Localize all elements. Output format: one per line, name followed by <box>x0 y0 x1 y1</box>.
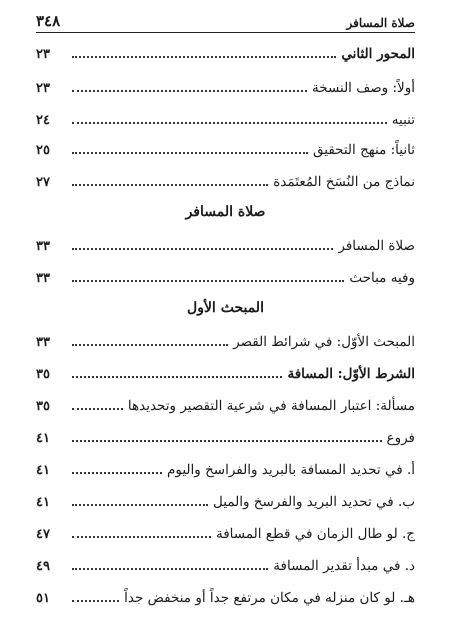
toc-entry <box>36 170 415 190</box>
toc-entry <box>36 426 415 446</box>
toc-entry-label: أولاً: وصف النسخة <box>312 80 415 96</box>
toc-entry <box>36 490 415 510</box>
leader-dots <box>72 376 282 378</box>
toc-entry-label: تنبيه <box>391 112 415 128</box>
toc-entry <box>36 138 415 158</box>
toc-entry-label: د. في مبدأ تقدير المسافة <box>273 558 415 574</box>
toc-entry <box>36 42 415 62</box>
toc-entry <box>36 554 415 574</box>
toc-entry-page: ٤٧ <box>36 527 50 542</box>
toc-entry-label: أ. في تحديد المسافة بالبريد والفراسخ واليوم <box>167 462 415 478</box>
toc-entry-page: ٥١ <box>36 591 50 606</box>
toc-entry <box>36 586 415 606</box>
toc-entry-page: ٣٣ <box>36 239 50 254</box>
toc-entry-label: ب. في تحديد البريد والفرسخ والميل <box>213 494 415 510</box>
leader-dots <box>72 90 307 92</box>
toc-entry-label: المحور الثاني <box>341 46 415 62</box>
running-title: صلاة المسافر <box>346 16 415 30</box>
toc-entry-label: هـ. لو كان منزله في مكان مرتفع جداً أو منخفض جداً <box>124 590 415 606</box>
toc-entry-label: صلاة المسافر <box>338 238 415 254</box>
leader-dots <box>72 184 268 186</box>
leader-dots <box>72 152 308 154</box>
leader-dots <box>72 56 336 58</box>
toc-entry-page: ٣٣ <box>36 271 50 286</box>
leader-dots <box>72 122 387 124</box>
leader-dots <box>72 248 333 250</box>
leader-dots <box>72 504 208 506</box>
toc-entry <box>36 76 415 96</box>
leader-dots <box>72 280 344 282</box>
toc-entry-page: ٣٣ <box>36 335 50 350</box>
leader-dots <box>72 344 228 346</box>
toc-entry-page: ٢٣ <box>36 47 50 62</box>
toc-entry-label: مسألة: اعتبار المسافة في شرعية التقصير وتحديدها <box>127 398 415 414</box>
toc-entry-page: ٢٧ <box>36 175 50 190</box>
toc-entry-page: ٤١ <box>36 431 50 446</box>
toc-entry-page: ٣٥ <box>36 399 50 414</box>
leader-dots <box>72 568 268 570</box>
running-header <box>36 8 415 33</box>
toc-entry-label: الشرط الأوّل: المسافة <box>287 366 415 382</box>
toc-entry <box>36 458 415 478</box>
toc-entry-label: المبحث الأوّل: في شرائط القصر <box>233 334 415 350</box>
toc-entry-label: ثانياً: منهج التحقيق <box>312 142 415 158</box>
section-heading: صلاة المسافر <box>185 204 266 220</box>
toc-entry <box>36 522 415 542</box>
toc-entry-page: ٣٥ <box>36 367 50 382</box>
page-number: ٣٤٨ <box>36 12 61 30</box>
leader-dots <box>72 472 162 474</box>
section-heading: المبحث الأول <box>187 300 264 316</box>
toc-entry <box>36 362 415 382</box>
toc-entry-page: ٢٤ <box>36 113 50 128</box>
toc-entry-page: ٤٩ <box>36 559 50 574</box>
toc-entry-label: نماذج من النُسَخ المُعتَمَدة <box>273 174 415 190</box>
toc-entry <box>36 234 415 254</box>
toc-entry <box>36 266 415 286</box>
toc-entry-page: ٤١ <box>36 463 50 478</box>
toc-entry <box>36 108 415 128</box>
toc-entry <box>36 330 415 350</box>
leader-dots <box>72 536 211 538</box>
toc-entry-page: ٢٣ <box>36 81 50 96</box>
toc-entry-page: ٢٥ <box>36 143 50 158</box>
leader-dots <box>72 440 382 442</box>
toc-entry <box>36 394 415 414</box>
leader-dots <box>72 408 123 410</box>
leader-dots <box>72 600 119 602</box>
toc-entry-label: وفيه مباحث <box>349 270 415 286</box>
toc-entry-label: ج. لو طال الزمان في قطع المسافة <box>215 526 415 542</box>
toc-entry-label: فروع <box>386 430 415 446</box>
toc-entry-page: ٤١ <box>36 495 50 510</box>
